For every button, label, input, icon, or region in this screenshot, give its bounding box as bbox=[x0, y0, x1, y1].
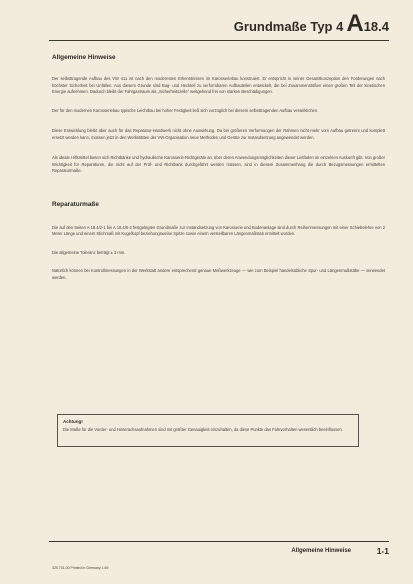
warning-note-box bbox=[57, 414, 359, 447]
paragraph-4: Als idealе Hilfsmittel bieten sich Richtbänke und hydraulische Karosserie-Richtgeräte an, über deren Anwendungsmöglichkeiten dieser Leitfaden im einzelnen Auskunft gibt. Von großer Wichtigkeit für Reparaturen, die nicht auf der Prüf- und Richtbank durchgeführt werden müssen, sind in diesem Zusammenhang die durch Bezugsmessungen ermittelten Reparaturmaße. bbox=[52, 155, 385, 173]
document-title: Grundmaße Typ 4 bbox=[233, 19, 344, 34]
header-rule bbox=[49, 40, 389, 41]
paragraph-1: Der selbsttragende Aufbau des VW 411 ist nach den modernsten Erkenntnissen im Karosseriebau konstruiert. Er entspricht in seiner Gesamtkonzeption den Forderungen nach höchster Sicherheit bei Unfällen. Aus diesem Grunde sind Bug- und Heckteil zu verformbaren Aufbauteilen entwickelt, die bei Zusammenstößen einen großen Teil der kinetischen Energie aufnehmen. Dadurch bleibt der Fahrgastraum als „Sicherheitszelle“ weitgehend frei von starken Beschädigungen. bbox=[52, 76, 385, 94]
page-header-title bbox=[234, 12, 389, 36]
section-code-number: 18.4 bbox=[363, 19, 389, 34]
paragraph-3: Diese Entwicklung bleibt aber auch für das Reparatur-Handwerk nicht ohne Auswirkung. Da bei größeren Verformungen der Rahmen nicht mehr vom Aufbau getrennt und komplett ersetzt werden kann, müssen jetzt in den Werkstätten der VW-Organisation neue Methoden und Geräte zur Instandsetzung angewendet werden. bbox=[52, 128, 385, 140]
footer-section-title: Allgemeine Hinweise bbox=[291, 548, 351, 554]
paragraph-2: Der für den modernen Karosseriebau typische Leichtbau bei hoher Festigkeit ließ sich vorzüglich bei diesem selbsttragenden Aufbau verwirklichen. bbox=[52, 107, 319, 113]
footer-rule bbox=[49, 541, 389, 542]
footer-page-number: 1-1 bbox=[376, 546, 389, 556]
section-code-letter: A bbox=[346, 10, 364, 37]
paragraph-6: Die allgemeine Toleranz beträgt ± 3 mm. bbox=[52, 249, 126, 255]
warning-note-text: Die Maße für die Vorder- und Hinterachsaufnahmen sind mit größter Genauigkeit einzuhalten, da diese Punkte das Fahrverhalten wesentlich beeinflussen. bbox=[63, 427, 343, 432]
section-heading-repair: Reparaturmaße bbox=[52, 200, 99, 208]
main-content bbox=[52, 54, 385, 281]
paragraph-5: Die auf den Seiten A 18.4/2-1 bis A 18.4/5-2 festgelegten Grundmaße zur Instandsetzung von Karosserie und Bodenanlage sind durch Reihenmessungen mit einer Schiebelehre von 2 Meter Länge und einem Stichmaß mit Kugelkopf beziehungsweise Spitze sowie einem verstellbaren Längenmaßstab ermittelt worden. bbox=[52, 224, 385, 236]
footer-print-info: 320.701.00 Printed in Germany 1.69 bbox=[52, 566, 109, 570]
warning-note-title: Achtung! bbox=[63, 419, 83, 424]
paragraph-7: Natürlich können bei Kontrollmessungen in der Werkstatt andere entsprechend genaue Meßwerkzeuge — wie zum Beispiel handelsübliche Spur- und Längenmaßstäbe — verwendet werden. bbox=[52, 268, 385, 280]
section-heading-general: Allgemeine Hinweise bbox=[52, 54, 116, 61]
